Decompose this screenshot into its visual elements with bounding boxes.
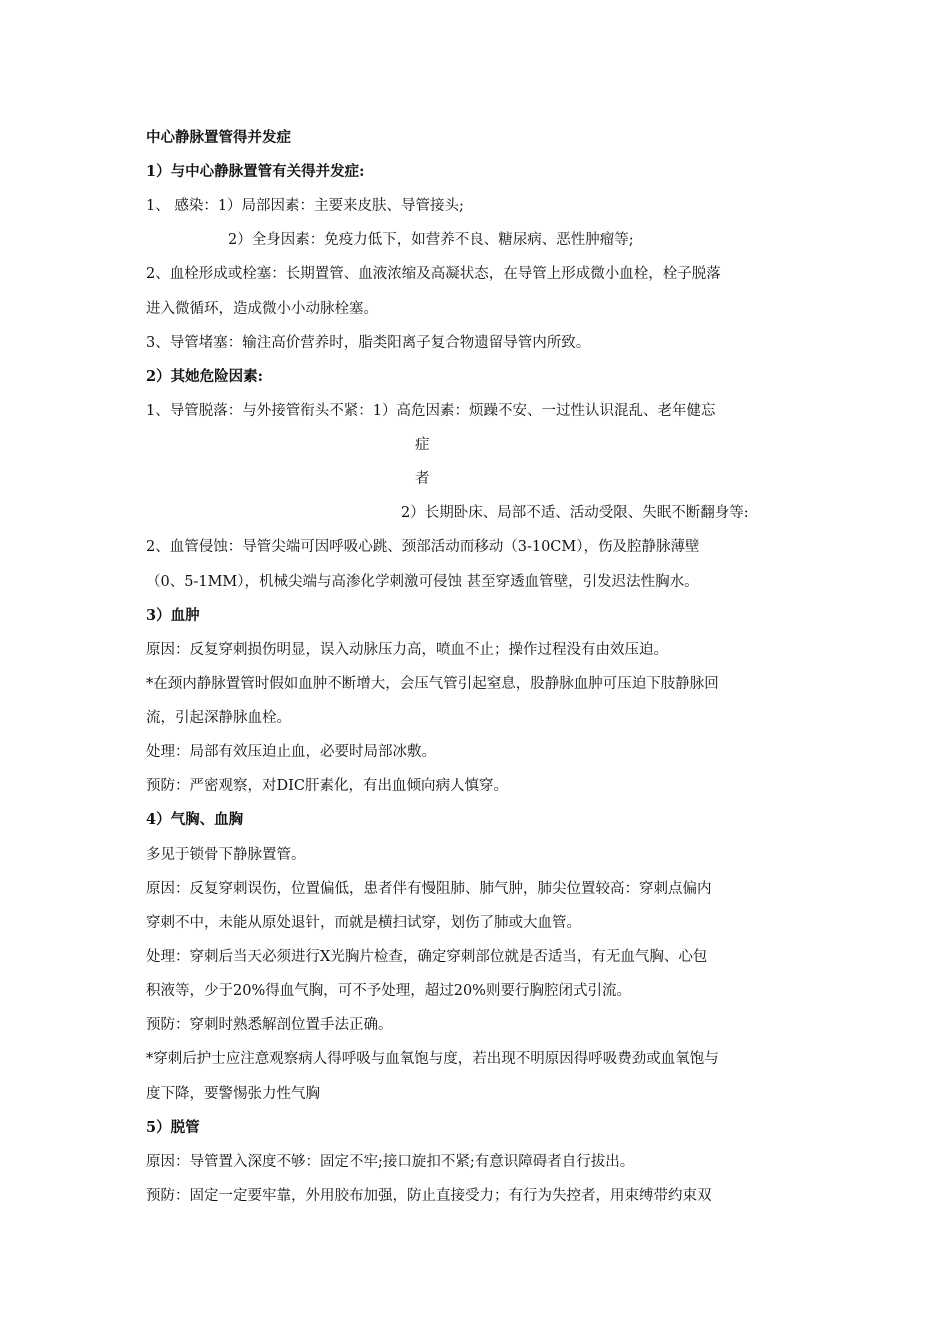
paragraph-line: 进入微循环，造成微小小动脉栓塞。	[146, 301, 378, 317]
paragraph-line: *在颈内静脉置管时假如血肿不断增大，会压气管引起窒息，股静脉血肿可压迫下肢静脉回	[146, 676, 719, 692]
section-heading-5: 5）脱管	[146, 1119, 200, 1136]
paragraph-line: 积液等，少于20%得血气胸，可不予处理，超过20%则要行胸腔闭式引流。	[146, 983, 631, 999]
section-heading-4: 4）气胸、血胸	[146, 811, 244, 828]
paragraph-line: 预防：严密观察，对DIC肝素化，有出血倾向病人慎穿。	[146, 778, 508, 794]
paragraph-line: 2、血管侵蚀：导管尖端可因呼吸心跳、颈部活动而移动（3-10CM），伤及腔静脉薄壁	[146, 539, 700, 555]
paragraph-line: 1、 感染：1）局部因素：主要来皮肤、导管接头;	[146, 198, 464, 214]
paragraph-line: 症	[415, 437, 430, 453]
paragraph-line: 度下降，要警惕张力性气胸	[146, 1086, 320, 1102]
paragraph-line: *穿刺后护士应注意观察病人得呼吸与血氧饱与度，若出现不明原因得呼吸费劲或血氧饱与	[146, 1051, 719, 1067]
section-heading-1: 1）与中心静脉置管有关得并发症:	[146, 163, 365, 180]
paragraph-line: 1、导管脱落：与外接管衔头不紧：1）高危因素：烦躁不安、一过性认识混乱、老年健忘	[146, 403, 716, 419]
section-heading-3: 3）血肿	[146, 607, 200, 624]
paragraph-line: 流，引起深静脉血栓。	[146, 710, 291, 726]
paragraph-line: 穿刺不中，未能从原处退针，而就是横扫试穿，划伤了肺或大血管。	[146, 915, 581, 931]
paragraph-line: 处理：穿刺后当天必须进行X光胸片检查，确定穿刺部位就是否适当，有无血气胸、心包	[146, 949, 708, 965]
paragraph-line: 预防：固定一定要牢靠，外用胶布加强，防止直接受力；有行为失控者，用束缚带约束双	[146, 1188, 712, 1204]
paragraph-line: 者	[415, 471, 430, 487]
paragraph-line: 原因：反复穿刺损伤明显，误入动脉压力高，喷血不止；操作过程没有由效压迫。	[146, 642, 668, 658]
paragraph-line: 2）全身因素：免疫力低下，如营养不良、糖尿病、恶性肿瘤等;	[228, 232, 634, 248]
paragraph-line: 3、导管堵塞：输注高价营养时，脂类阳离子复合物遗留导管内所致。	[146, 335, 591, 351]
paragraph-line: 预防：穿刺时熟悉解剖位置手法正确。	[146, 1017, 393, 1033]
paragraph-line: （0、5-1MM），机械尖端与高渗化学刺激可侵蚀 甚至穿透血管壁，引发迟法性胸水。	[146, 574, 699, 590]
paragraph-line: 2）长期卧床、局部不适、活动受限、失眠不断翻身等:	[401, 505, 749, 521]
paragraph-line: 原因：反复穿刺误伤，位置偏低，患者伴有慢阻肺、肺气肿，肺尖位置较高：穿刺点偏内	[146, 881, 712, 897]
document-title: 中心静脉置管得并发症	[146, 129, 291, 146]
section-heading-2: 2）其她危险因素:	[146, 368, 263, 385]
paragraph-line: 2、血栓形成或栓塞：长期置管、血液浓缩及高凝状态，在导管上形成微小血栓，栓子脱落	[146, 266, 721, 282]
paragraph-line: 多见于锁骨下静脉置管。	[146, 847, 306, 863]
paragraph-line: 原因：导管置入深度不够：固定不牢;接口旋扣不紧;有意识障碍者自行拔出。	[146, 1154, 635, 1170]
paragraph-line: 处理：局部有效压迫止血，必要时局部冰敷。	[146, 744, 436, 760]
